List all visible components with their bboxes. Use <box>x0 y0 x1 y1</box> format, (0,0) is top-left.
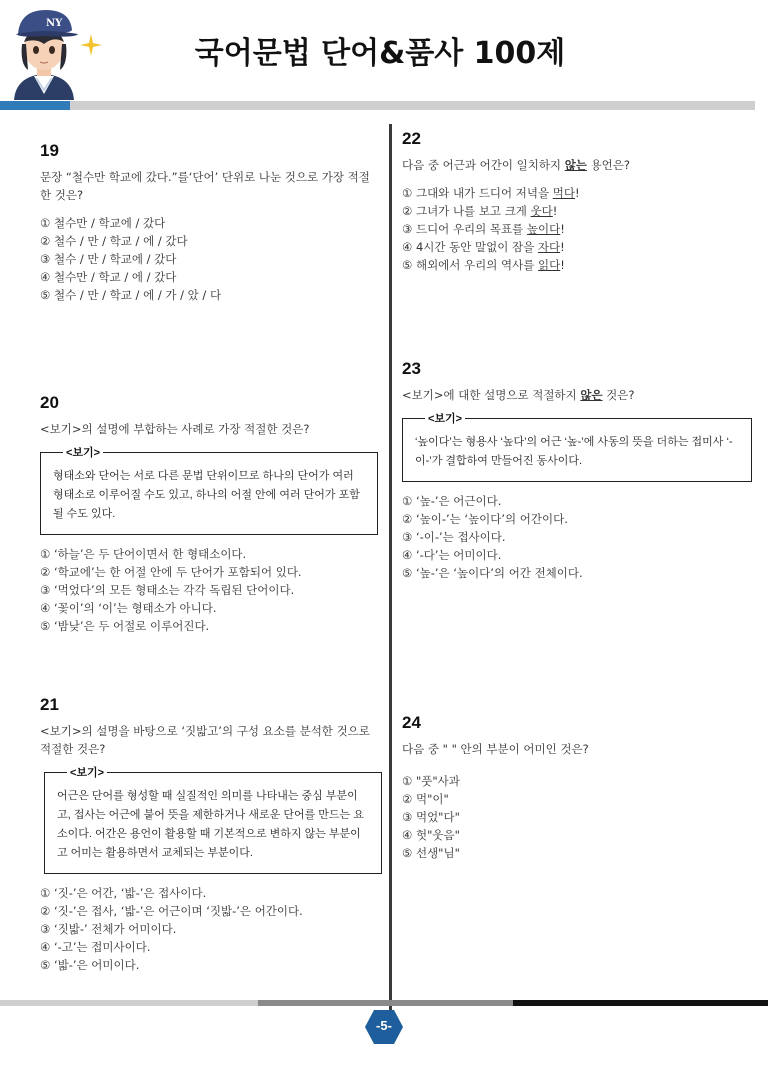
question-number: 24 <box>402 713 421 732</box>
question-number: 21 <box>40 695 59 714</box>
choice-2[interactable]: ② 먹"이" <box>402 792 449 806</box>
choice-list <box>40 884 382 974</box>
page-header <box>0 0 768 112</box>
header-rule <box>70 101 755 110</box>
footer-bar-dark <box>513 1000 768 1006</box>
choice-1[interactable]: ① 철수만 / 학교에 / 갔다 <box>40 216 166 230</box>
question-text: <보기>의 설명에 부합하는 사례로 가장 적절한 것은? <box>40 422 310 436</box>
bogi-label: <보기> <box>67 764 107 783</box>
emphasis-text: 않는 <box>564 158 587 172</box>
choice-5[interactable]: ⑤ 철수 / 만 / 학교 / 에 / 가 / 았 / 다 <box>40 288 222 302</box>
bogi-box <box>40 447 378 535</box>
choice-3[interactable]: ③ 철수 / 만 / 학교에 / 갔다 <box>40 252 177 266</box>
bogi-box <box>402 413 752 482</box>
question-text: 문장 “철수만 학교에 갔다.”를‘단어’ 단위로 나눈 것으로 가장 적절한 것은? <box>40 170 370 202</box>
choice-list <box>402 184 752 274</box>
question-19 <box>40 142 380 304</box>
question-number: 23 <box>402 359 421 378</box>
question-text: 다음 중 " " 안의 부분이 어미인 것은? <box>402 742 589 756</box>
choice-list <box>40 545 378 635</box>
question-number: 20 <box>40 393 59 412</box>
bogi-label: <보기> <box>63 444 103 463</box>
column-divider <box>389 124 392 1024</box>
question-text: <보기>의 설명을 바탕으로 ‘짓밟고’의 구성 요소를 분석한 것으로 적절한 것은? <box>40 724 370 756</box>
header-accent-bar <box>0 101 70 110</box>
sparkle-icon <box>80 34 102 56</box>
choice-3[interactable]: ③ ‘먹었다’의 모든 형태소는 각각 독립된 단어이다. <box>40 583 295 597</box>
question-number: 22 <box>402 129 421 148</box>
bogi-text: 형태소와 단어는 서로 다른 문법 단위이므로 하나의 단어가 여러 형태소로 이루어질 수도 있고, 하나의 어절 안에 여러 단어가 포함될 수도 있다. <box>53 470 360 520</box>
choice-4[interactable]: ④ ‘-다’는 어미이다. <box>402 548 502 562</box>
choice-4[interactable]: ④ 4시간 동안 말없이 잠을 자다! <box>402 240 565 254</box>
choice-2[interactable]: ② ‘짓-’은 접사, ‘밟-’은 어근이며 ‘짓밟-’은 어간이다. <box>40 904 303 918</box>
svg-text:NY: NY <box>46 18 63 29</box>
question-20 <box>40 394 378 635</box>
question-21 <box>40 696 382 974</box>
choice-4[interactable]: ④ 헛"웃음" <box>402 828 460 842</box>
choice-5[interactable]: ⑤ 해외에서 우리의 역사를 읽다! <box>402 258 565 272</box>
choice-list <box>402 772 752 862</box>
bogi-text: ‘높이다’는 형용사 ‘높다’의 어근 ‘높-’에 사동의 뜻을 더하는 접미사 ‘-이-’가 결합하여 만들어진 동사이다. <box>415 436 733 467</box>
question-text: 다음 중 어근과 어간이 일치하지 않는 용언은? <box>402 158 631 172</box>
choice-2[interactable]: ② ‘학교에’는 한 어절 안에 두 단어가 포함되어 있다. <box>40 565 302 579</box>
choice-5[interactable]: ⑤ 선생"님" <box>402 846 460 860</box>
question-22 <box>402 130 752 274</box>
choice-5[interactable]: ⑤ ‘높-’은 ‘높이다’의 어간 전체이다. <box>402 566 583 580</box>
student-avatar-icon <box>6 4 82 100</box>
choice-3[interactable]: ③ ‘짓밟-’ 전체가 어미이다. <box>40 922 177 936</box>
question-24 <box>402 714 752 862</box>
choice-2[interactable]: ② 그녀가 나를 보고 크게 웃다! <box>402 204 558 218</box>
choice-2[interactable]: ② ‘높이-’는 ‘높이다’의 어간이다. <box>402 512 568 526</box>
bogi-text: 어근은 단어를 형성할 때 실질적인 의미를 나타내는 중심 부분이고, 접사는 어근에 붙어 뜻을 제한하거나 새로운 단어를 만드는 요소이다. 어간은 용언이 활용할 때 기본적으로 변하지 않는 부분이고 어미는 활용하면서 교체되는 부분이다. <box>57 790 364 859</box>
question-text: <보기>에 대한 설명으로 적절하지 않은 것은? <box>402 388 635 402</box>
choice-4[interactable]: ④ ‘-고’는 접미사이다. <box>40 940 151 954</box>
question-23 <box>402 360 752 582</box>
question-number: 19 <box>40 141 59 160</box>
choice-1[interactable]: ① 그대와 내가 드디어 저녁을 먹다! <box>402 186 580 200</box>
choice-2[interactable]: ② 철수 / 만 / 학교 / 에 / 갔다 <box>40 234 188 248</box>
page-title: 국어문법 단어&품사 100제 <box>194 36 566 71</box>
choice-1[interactable]: ① ‘짓-’은 어간, ‘밟-’은 접사이다. <box>40 886 207 900</box>
choice-1[interactable]: ① ‘높-’은 어근이다. <box>402 494 502 508</box>
choice-3[interactable]: ③ 드디어 우리의 목표를 높이다! <box>402 222 565 236</box>
choice-5[interactable]: ⑤ ‘밟-’은 어미이다. <box>40 958 140 972</box>
choice-list <box>40 214 380 304</box>
choice-4[interactable]: ④ ‘꽃이’의 ‘이’는 형태소가 아니다. <box>40 601 217 615</box>
bogi-label: <보기> <box>425 410 465 429</box>
footer-bar-mid <box>258 1000 513 1006</box>
choice-4[interactable]: ④ 철수만 / 학교 / 에 / 갔다 <box>40 270 177 284</box>
choice-list <box>402 492 752 582</box>
choice-3[interactable]: ③ 먹었"다" <box>402 810 460 824</box>
bogi-box <box>44 767 382 874</box>
page-number: -5- <box>376 1018 392 1033</box>
choice-1[interactable]: ① ‘하늘’은 두 단어이면서 한 형태소이다. <box>40 547 247 561</box>
choice-5[interactable]: ⑤ ‘밤낮’은 두 어절로 이루어진다. <box>40 619 210 633</box>
footer-bar-light <box>0 1000 258 1006</box>
choice-1[interactable]: ① "풋"사과 <box>402 774 460 788</box>
choice-3[interactable]: ③ ‘-이-’는 접사이다. <box>402 530 506 544</box>
emphasis-text: 않은 <box>580 388 603 402</box>
